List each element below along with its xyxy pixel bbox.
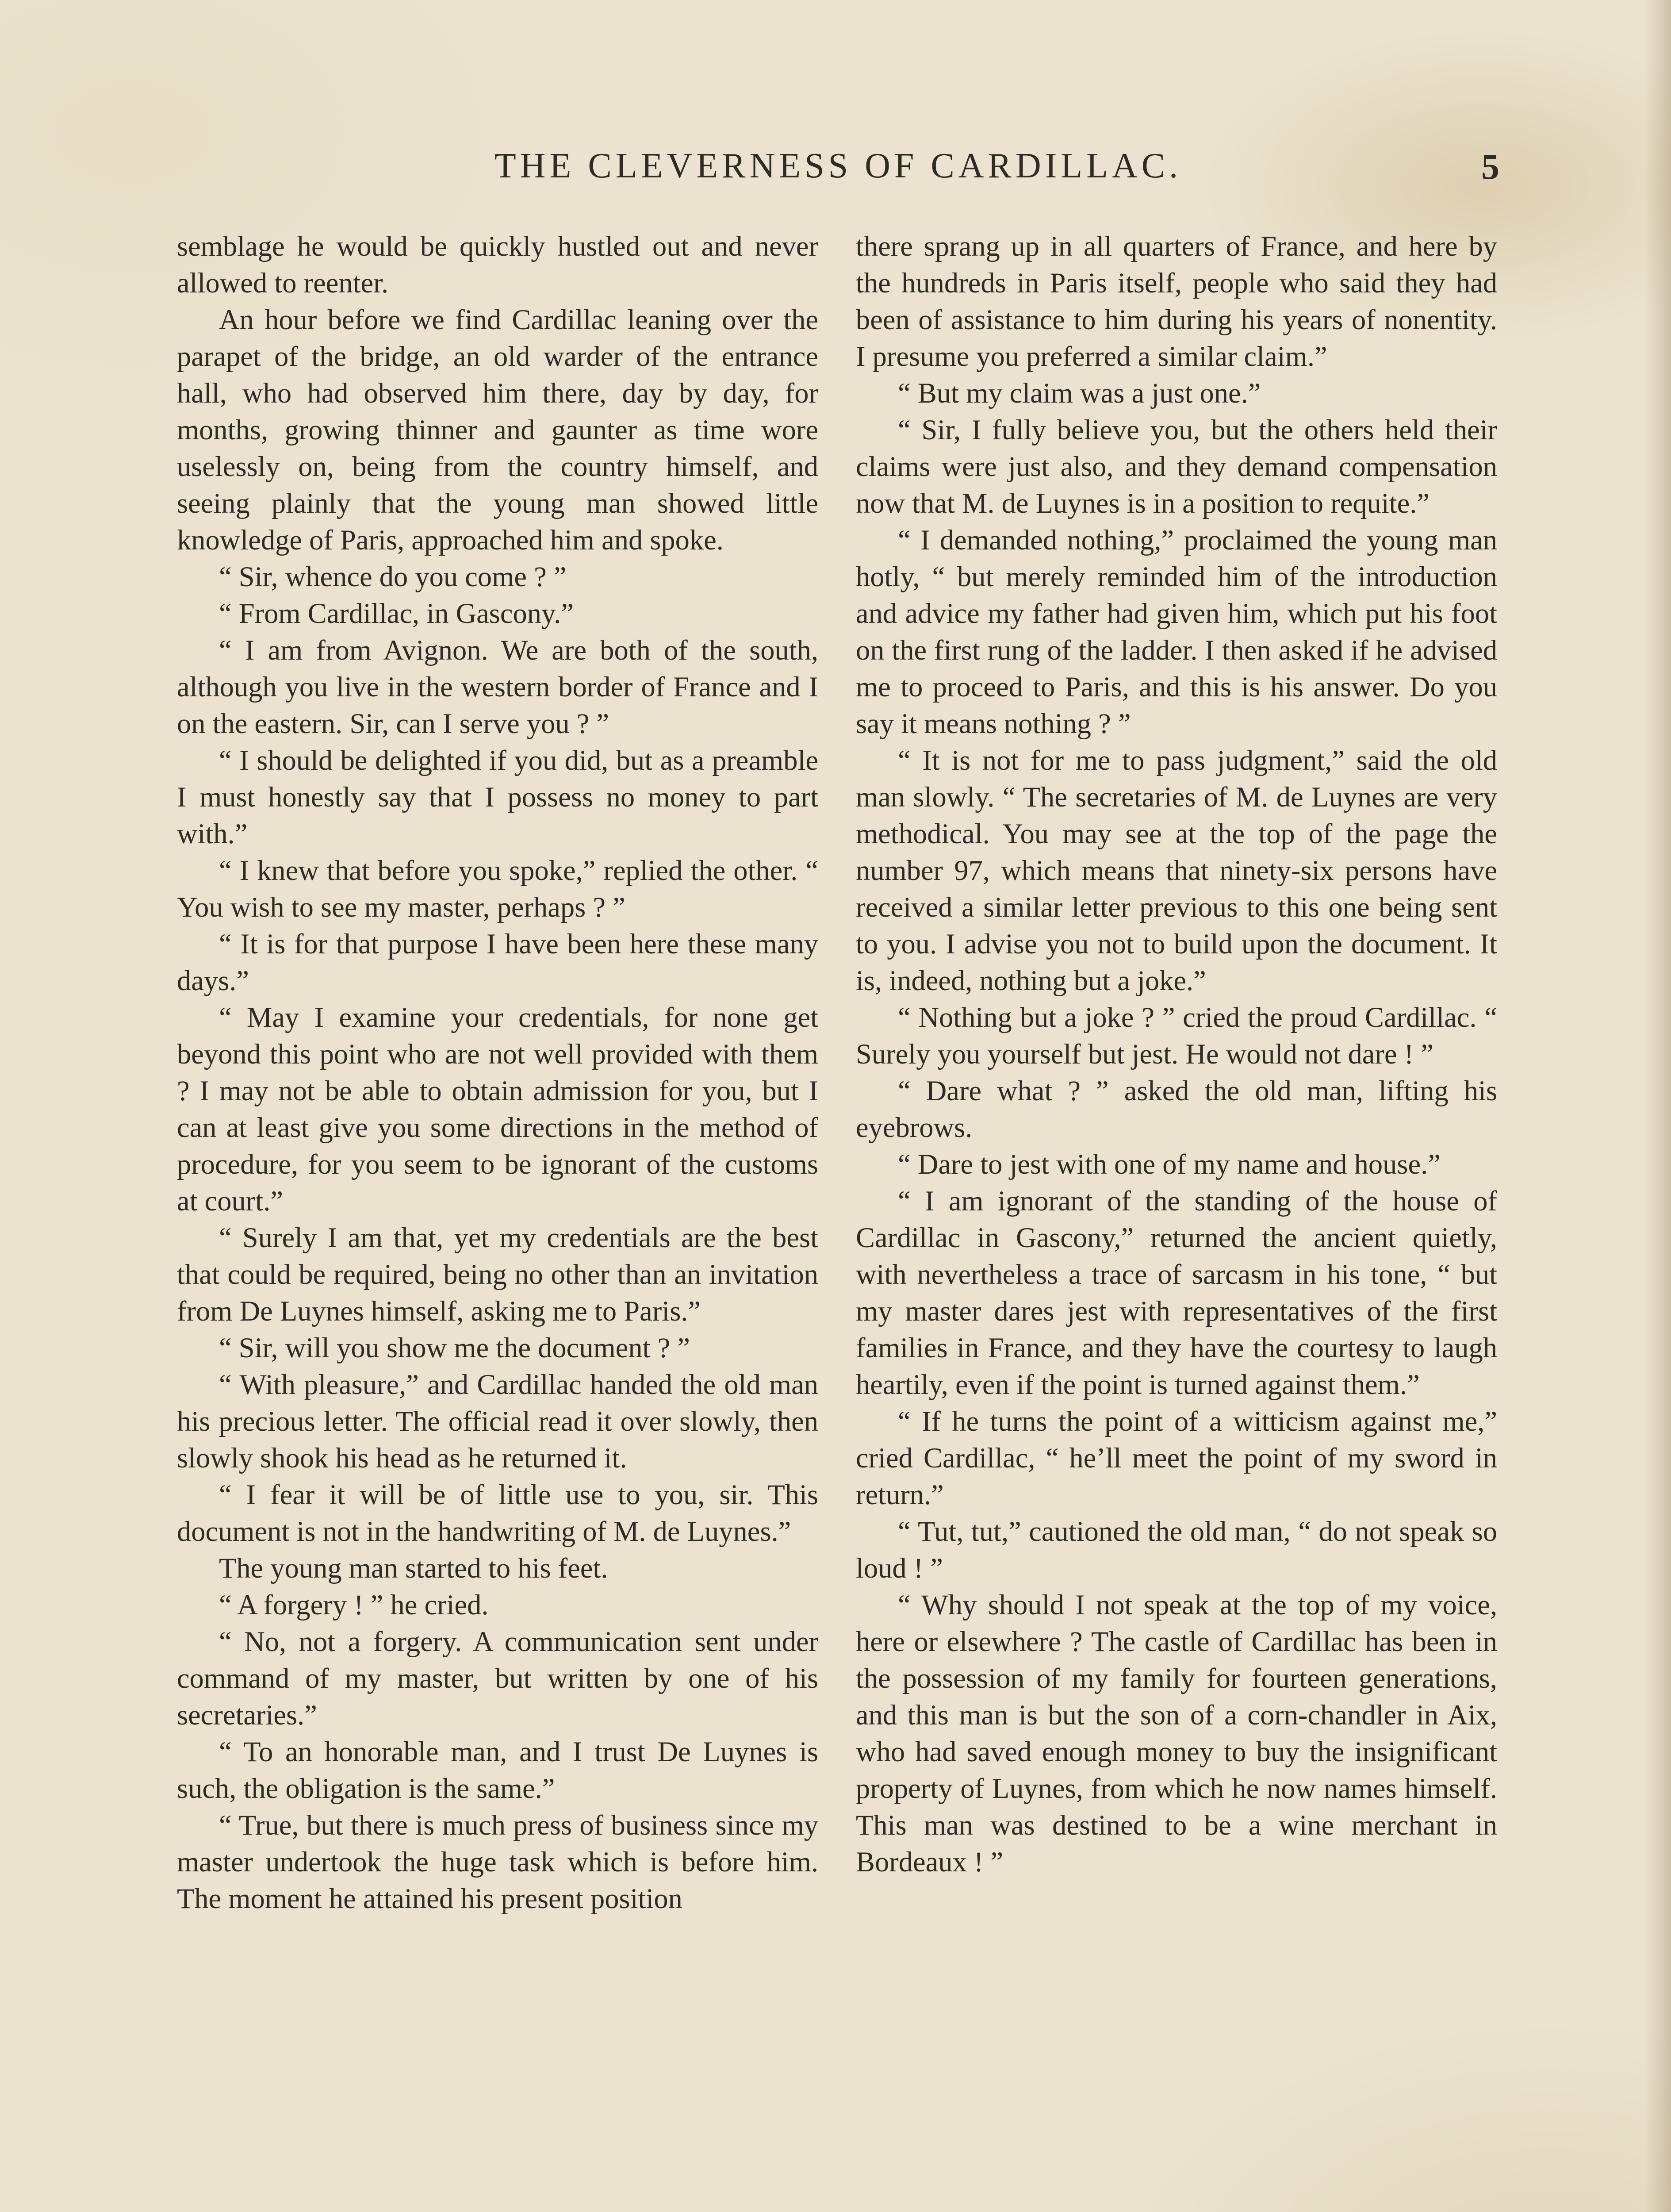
page-header [177,146,1499,199]
paragraph: “ True, but there is much press of business since my master undertook the huge task which is before him. The moment he attained his present position [177,1809,818,1914]
page-number: 5 [1481,146,1499,187]
running-title: THE CLEVERNESS OF CARDILLAC. [494,146,1182,185]
paragraph: “ Nothing but a joke ? ” cried the proud Cardillac. “ Surely you yourself but jest. He would not dare ! ” [856,1002,1497,1070]
paragraph: An hour before we find Cardillac leaning over the parapet of the bridge, an old warder of the entrance hall, who had observed him there, day by day, for months, growing thinner and gaunter as time wore uselessly on, being from the country himself, and seeing plainly that the young man showed little knowledge of Paris, approached him and spoke. [177,304,818,556]
paragraph: “ I demanded nothing,” proclaimed the young man hotly, “ but merely reminded him of the introduction and advice my father had given him, which put his foot on the first rung of the ladder. I then asked if he advised me to proceed to Paris, and this is his answer. Do you say it means nothing ? ” [856,524,1497,739]
paragraph: there sprang up in all quarters of France, and here by the hundreds in Paris itself, people who said they had been of assistance to him during his years of nonentity. I presume you preferred a similar claim.” [856,230,1497,372]
paragraph: “ But my claim was a just one.” [898,377,1261,409]
paragraph: “ From Cardillac, in Gascony.” [219,598,574,629]
paragraph: “ It is for that purpose I have been here these many days.” [177,928,818,996]
paragraph: “ Sir, whence do you come ? ” [219,561,567,592]
paragraph: “ If he turns the point of a witticism against me,” cried Cardillac, “ he’ll meet the point of my sword in return.” [856,1406,1497,1510]
paragraph: The young man started to his feet. [219,1552,608,1584]
paragraph: “ I knew that before you spoke,” replied the other. “ You wish to see my master, perhaps ? ” [177,855,818,923]
left-column [177,228,818,1917]
page-edge-shadow [1644,0,1671,2212]
paragraph: “ I am ignorant of the standing of the house of Cardillac in Gascony,” returned the ancient quietly, with nevertheless a trace of sarcasm in his tone, “ but my master dares jest with representatives of the first families in France, and they have the courtesy to laugh heartily, even if the point is turned against them.” [856,1185,1497,1400]
paragraph: “ Tut, tut,” cautioned the old man, “ do not speak so loud ! ” [856,1516,1497,1584]
paragraph: “ Why should I not speak at the top of my voice, here or elsewhere ? The castle of Cardillac has been in the possession of my family for fourteen generations, and this man is but the son of a corn-chandler in Aix, who had saved enough money to buy the insignificant property of Luynes, from which he now names himself. This man was destined to be a wine merchant in Bordeaux ! ” [856,1589,1497,1878]
paragraph: “ May I examine your credentials, for none get beyond this point who are not well provided with them ? I may not be able to obtain admission for you, but I can at least give you some directions in the method of procedure, for you seem to be ignorant of the customs at court.” [177,1002,818,1217]
paragraph: “ Dare what ? ” asked the old man, lifting his eyebrows. [856,1075,1497,1143]
paragraph: “ Sir, will you show me the document ? ” [219,1332,690,1363]
paragraph: “ A forgery ! ” he cried. [219,1589,489,1621]
paragraph: “ I am from Avignon. We are both of the south, although you live in the western border of France and I on the eastern. Sir, can I serve you ? ” [177,634,818,739]
paragraph: semblage he would be quickly hustled out and never allowed to reenter. [177,230,818,299]
paragraph: “ With pleasure,” and Cardillac handed the old man his precious letter. The official read it over slowly, then slowly shook his head as he returned it. [177,1369,818,1474]
paragraph: “ Sir, I fully believe you, but the others held their claims were just also, and they demand compensation now that M. de Luynes is in a position to requite.” [856,414,1497,519]
paragraph: “ Surely I am that, yet my credentials are the best that could be required, being no other than an invitation from De Luynes himself, asking me to Paris.” [177,1222,818,1327]
paragraph: “ I fear it will be of little use to you, sir. This document is not in the handwriting of M. de Luynes.” [177,1479,818,1547]
paragraph: “ No, not a forgery. A communication sent under command of my master, but written by one of his secretaries.” [177,1626,818,1731]
paragraph: “ Dare to jest with one of my name and house.” [898,1148,1441,1180]
right-column [856,228,1497,1880]
paragraph: “ I should be delighted if you did, but as a preamble I must honestly say that I possess no money to part with.” [177,745,818,849]
paragraph: “ It is not for me to pass judgment,” said the old man slowly. “ The secretaries of M. de Luynes are very methodical. You may see at the top of the page the number 97, which means that ninety-six persons have received a similar letter previous to this one being sent to you. I advise you not to build upon the document. It is, indeed, nothing but a joke.” [856,745,1497,996]
paragraph: “ To an honorable man, and I trust De Luynes is such, the obligation is the same.” [177,1736,818,1804]
